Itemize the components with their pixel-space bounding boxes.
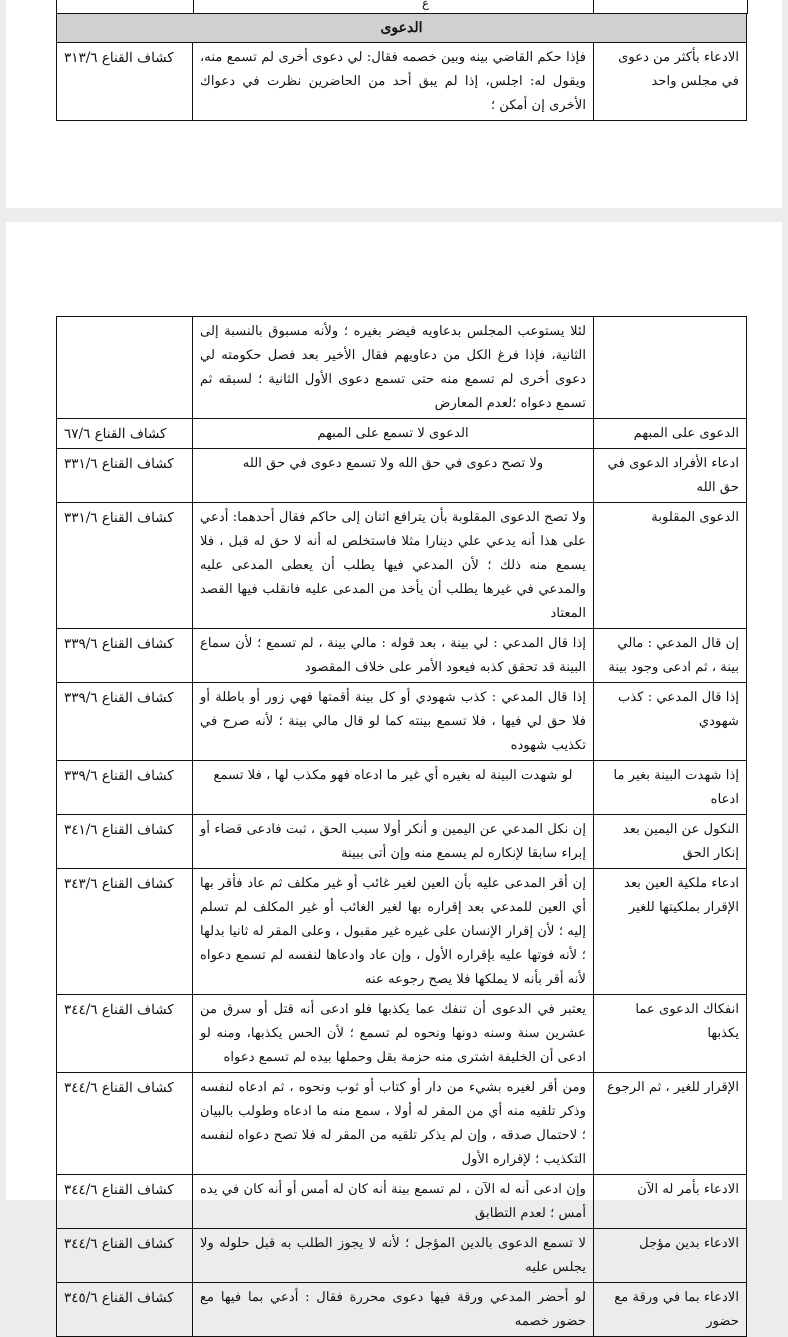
topic-cell: الدعوى على المبهم [594,419,747,449]
text-cell: ولا تصح الدعوى المقلوبة بأن يترافع اثنان إلى حاكم فقال أحدهما: أدعي على هذا أنه يدعي علي دينارا مثلا فاستخلص له أنه لا حق له قبل ، فلا يسمع منه ذلك ؛ لأن المدعي فيها يطلب أن يعطى المدعى عليه والمدعي في غيرها يطلب أن يأخذ من المدعى عليه فانقلب فيها القصد المعتاد [193,503,594,629]
previous-table-edge [56,0,748,14]
topic-cell: إذا شهدت البينة بغير ما ادعاه [594,761,747,815]
reference-cell: كشاف القناع ٣٤٤/٦ [57,1229,193,1283]
topic-cell: الدعوى المقلوبة [594,503,747,629]
text-cell: إن أقر المدعى عليه بأن العين لغير غائب أو غير مكلف ثم عاد فأقر بها أي العين للمدعي بعد إقراره بها لغير الغائب أو غير المكلف لم تسلم إليه ؛ لأن إقرار الإنسان على غيره غير مقبول ، وعلى المقر له ثانيا بدلها ؛ لأنه فوتها عليه بإقراره الأول ، وإن عاد وادعاها لنفسه لم تسمع دعواه لأنه أقر بأنه لا يملكها فلا يصح رجوعه عنه [193,869,594,995]
section-header-row [57,14,747,43]
reference-cell: كشاف القناع ٣٤٤/٦ [57,1175,193,1229]
reference-cell: كشاف القناع ٣٣١/٦ [57,503,193,629]
cut-off-text: ع [422,0,430,10]
topic-cell: ادعاء ملكية العين بعد الإقرار بملكيتها للغير [594,869,747,995]
text-cell: لو شهدت البينة له بغيره أي غير ما ادعاه فهو مكذب لها ، فلا تسمع [193,761,594,815]
reference-cell: كشاف القناع ٣١٣/٦ [57,43,193,121]
text-cell: وإن ادعى أنه له الآن ، لم تسمع بينة أنه كان له أمس أو أنه كان في يده أمس ؛ لعدم التطابق [193,1175,594,1229]
text-cell: ومن أقر لغيره بشيء من دار أو كتاب أو ثوب ونحوه ، ثم ادعاه لنفسه وذكر تلقيه منه أي من المقر له أولا ، سمع منه ما ادعاه وطولب بالبيان ؛ لاحتمال صدقه ، وإن لم يذكر تلقيه من المقر له فلا تصح دعواه لنفسه التكذيب ؛ لإقراره الأول [193,1073,594,1175]
table-row [57,629,747,683]
reference-cell: كشاف القناع ٣٣٩/٦ [57,629,193,683]
page-sheet-1 [6,0,782,208]
topic-cell: الإقرار للغير ، ثم الرجوع [594,1073,747,1175]
text-cell: ولا تصح دعوى في حق الله ولا تسمع دعوى في حق الله [193,449,594,503]
table-row [57,869,747,995]
reference-cell: كشاف القناع ٦٧/٦ [57,419,193,449]
table-row [57,683,747,761]
topic-cell: الادعاء بأكثر من دعوى في مجلس واحد [594,43,747,121]
topic-cell: إن قال المدعي : مالي بينة ، ثم ادعى وجود بينة [594,629,747,683]
reference-cell: كشاف القناع ٣٤٤/٦ [57,1073,193,1175]
table-row [57,815,747,869]
rulings-table-1 [56,13,747,121]
table-row [57,317,747,419]
topic-cell: انفكاك الدعوى عما يكذبها [594,995,747,1073]
reference-cell: كشاف القناع ٣٤١/٦ [57,815,193,869]
text-cell: لئلا يستوعب المجلس بدعاويه فيضر بغيره ؛ ولأنه مسبوق بالنسبة إلى الثانية، فإذا فرغ الكل من دعاويهم فقال الأخير بعد فصل حكومته لي دعوى أخرى لم تسمع منه حتى تسمع دعوى الأول الثانية ؛ لسبقه ثم تسمع دعواه ؛لعدم المعارض [193,317,594,419]
text-cell: إن نكل المدعي عن اليمين و أنكر أولا سبب الحق ، ثبت فادعى قضاء أو إبراء سابقا لإنكاره لم يسمع منه وإن أتى ببينة [193,815,594,869]
text-cell: إذا قال المدعي : لي بينة ، بعد قوله : مالي بينة ، لم تسمع ؛ لأن سماع البينة قد تحقق كذبه فيعود الأمر على خلاف المقصود [193,629,594,683]
reference-cell: كشاف القناع ٣٣٩/٦ [57,761,193,815]
topic-cell: ادعاء الأفراد الدعوى في حق الله [594,449,747,503]
rulings-table-2 [56,316,747,1337]
table-row [57,419,747,449]
reference-cell: كشاف القناع ٣٤٥/٦ [57,1283,193,1337]
table-row [57,1073,747,1175]
reference-cell: كشاف القناع ٣٣٩/٦ [57,683,193,761]
topic-cell: الادعاء بدين مؤجل [594,1229,747,1283]
reference-cell: كشاف القناع ٣٣١/٦ [57,449,193,503]
topic-cell: النكول عن اليمين بعد إنكار الحق [594,815,747,869]
text-cell: يعتبر في الدعوى أن تنفك عما يكذبها فلو ادعى أنه قتل أو سرق من عشرين سنة وسنه دونها ونحوه لم تسمع ؛ لأن الحس يكذبها، ومنه لو ادعى أن الخليفة اشترى منه حزمة بقل وحملها بيده لم تسمع دعواه [193,995,594,1073]
topic-cell: إذا قال المدعي : كذب شهودي [594,683,747,761]
table-row [57,1283,747,1337]
table-row [57,995,747,1073]
table-row [57,503,747,629]
section-title: الدعوى [57,14,747,43]
column-divider [193,0,194,14]
table-row [57,1229,747,1283]
table-row [57,761,747,815]
page-sheet-2 [6,222,782,1329]
text-cell: الدعوى لا تسمع على المبهم [193,419,594,449]
reference-cell: كشاف القناع ٣٤٤/٦ [57,995,193,1073]
table-row [57,449,747,503]
text-cell: فإذا حكم القاضي بينه وبين خصمه فقال: لي دعوى أخرى لم تسمع منه، ويقول له: اجلس، إذا لم يبق أحد من الحاضرين نظرت في دعواك الأخرى إن أمكن ؛ [193,43,594,121]
text-cell: لا تسمع الدعوى بالدين المؤجل ؛ لأنه لا يجوز الطلب به قبل حلوله ولا يجلس عليه [193,1229,594,1283]
reference-cell [57,317,193,419]
topic-cell: الادعاء بأمر له الآن [594,1175,747,1229]
reference-cell: كشاف القناع ٣٤٣/٦ [57,869,193,995]
column-divider [593,0,594,14]
table-row [57,43,747,121]
text-cell: لو أحضر المدعي ورقة فيها دعوى محررة فقال : أدعي بما فيها مع حضور خصمه [193,1283,594,1337]
topic-cell: الادعاء بما في ورقة مع حضور [594,1283,747,1337]
table-row [57,1175,747,1229]
text-cell: إذا قال المدعي : كذب شهودي أو كل بينة أقمتها فهي زور أو باطلة أو فلا حق لي فيها ، فلا تسمع بينته كما لو قال مالي بينة ؛ لأنه صرح في تكذيب شهوده [193,683,594,761]
topic-cell [594,317,747,419]
